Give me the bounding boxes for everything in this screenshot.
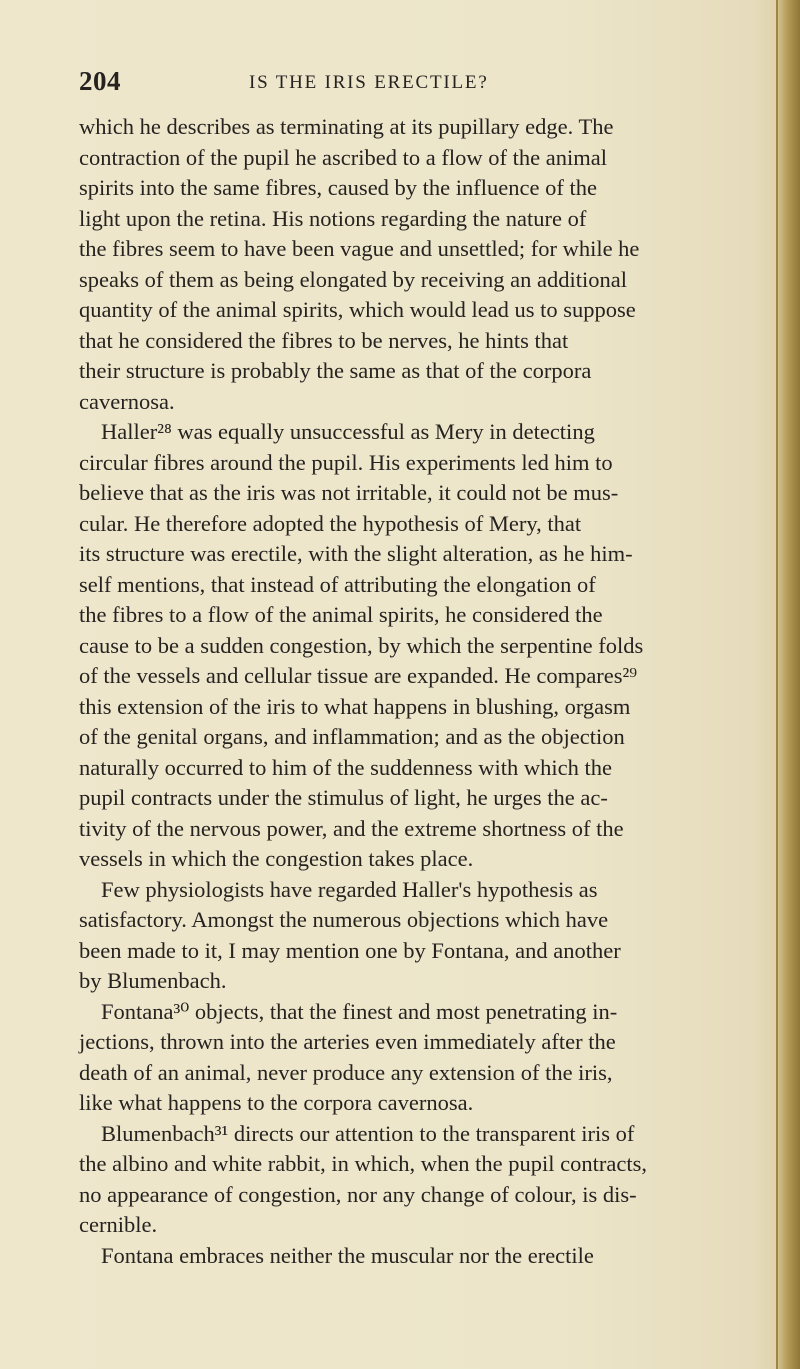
running-header bbox=[79, 66, 769, 96]
text-line: satisfactory. Amongst the numerous objections which have bbox=[79, 907, 609, 932]
text-line: like what happens to the corpora cavernosa. bbox=[79, 1090, 474, 1115]
text-line: its structure was erectile, with the slight alteration, as he him- bbox=[79, 541, 633, 566]
text-line: light upon the retina. His notions regarding the nature of bbox=[79, 205, 587, 231]
paragraph-start-line: Fontana³⁰ objects, that the finest and most penetrating in- bbox=[101, 998, 618, 1024]
text-line: no appearance of congestion, nor any change of colour, is dis- bbox=[79, 1181, 637, 1207]
text-line: cavernosa. bbox=[79, 388, 175, 414]
book-spine-edge bbox=[776, 0, 800, 1369]
text-line: of the vessels and cellular tissue are expanded. He compares²⁹ bbox=[79, 663, 638, 688]
text-line: cernible. bbox=[79, 1212, 158, 1237]
text-line: which he describes as terminating at its pupillary edge. The bbox=[79, 114, 614, 139]
text-line: death of an animal, never produce any extension of the iris, bbox=[79, 1059, 613, 1085]
body-text bbox=[79, 112, 769, 1271]
text-line: contraction of the pupil he ascribed to a flow of the animal bbox=[79, 144, 607, 170]
text-line: cular. He therefore adopted the hypothesis of Mery, that bbox=[79, 510, 582, 536]
paragraph-start-line: Haller²⁸ was equally unsuccessful as Mery in detecting bbox=[101, 419, 595, 444]
text-line: jections, thrown into the arteries even immediately after the bbox=[79, 1029, 616, 1054]
text-line: this extension of the iris to what happens in blushing, orgasm bbox=[79, 693, 631, 719]
page-number: 204 bbox=[79, 66, 121, 96]
text-line: pupil contracts under the stimulus of light, he urges the ac- bbox=[79, 785, 608, 810]
text-line: spirits into the same fibres, caused by the influence of the bbox=[79, 175, 597, 200]
text-line: their structure is probably the same as that of the corpora bbox=[79, 358, 592, 383]
text-line: believe that as the iris was not irritable, it could not be mus- bbox=[79, 480, 619, 505]
text-line: cause to be a sudden congestion, by which the serpentine folds bbox=[79, 632, 644, 658]
text-line: self mentions, that instead of attributing the elongation of bbox=[79, 571, 596, 597]
text-line: tivity of the nervous power, and the extreme shortness of the bbox=[79, 815, 624, 841]
text-line: by Blumenbach. bbox=[79, 968, 227, 993]
text-line: vessels in which the congestion takes place. bbox=[79, 846, 474, 871]
text-line: the albino and white rabbit, in which, when the pupil contracts, bbox=[79, 1151, 647, 1176]
text-line: the fibres to a flow of the animal spirits, he considered the bbox=[79, 602, 603, 627]
text-line: speaks of them as being elongated by receiving an additional bbox=[79, 266, 627, 292]
text-line: circular fibres around the pupil. His experiments led him to bbox=[79, 449, 613, 475]
text-line: naturally occurred to him of the suddenness with which the bbox=[79, 754, 612, 780]
text-line: quantity of the animal spirits, which would lead us to suppose bbox=[79, 297, 636, 322]
paragraph-start-line: Fontana embraces neither the muscular nor the erectile bbox=[101, 1242, 594, 1268]
text-line: of the genital organs, and inflammation; and as the objection bbox=[79, 724, 625, 749]
running-title: IS THE IRIS ERECTILE? bbox=[249, 72, 489, 93]
text-line: the fibres seem to have been vague and unsettled; for while he bbox=[79, 236, 640, 261]
paragraph-start-line: Blumenbach³¹ directs our attention to the transparent iris of bbox=[101, 1120, 635, 1146]
text-line: been made to it, I may mention one by Fontana, and another bbox=[79, 937, 621, 963]
paragraph-start-line: Few physiologists have regarded Haller's hypothesis as bbox=[101, 876, 598, 902]
text-line: that he considered the fibres to be nerves, he hints that bbox=[79, 327, 569, 353]
